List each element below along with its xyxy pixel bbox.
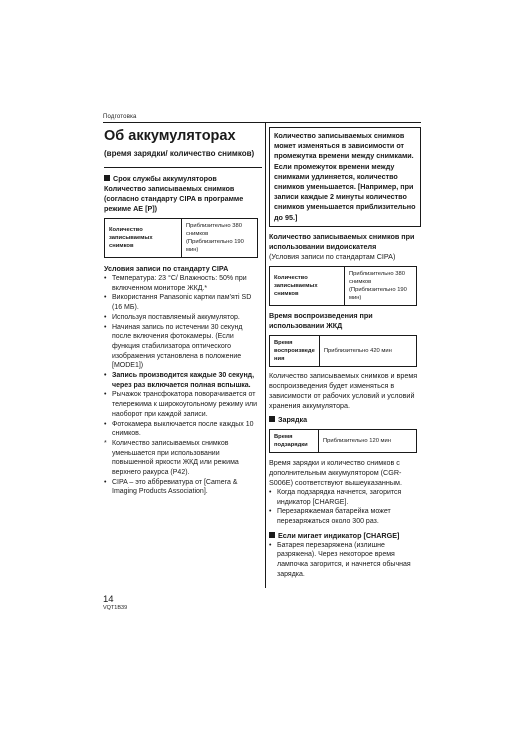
section-label: Подготовка	[103, 114, 137, 120]
square-bullet-icon	[269, 416, 275, 422]
square-bullet-icon	[269, 532, 275, 538]
bullet-mark: •	[104, 323, 107, 331]
list-item-text: CIPA – это аббревиатура от [Camera & Imaging Products Association].	[112, 478, 238, 496]
square-bullet-icon	[104, 175, 110, 181]
video-table-value: Приблизительно 380 снимков (Приблизительно 190 мин)	[345, 266, 417, 305]
list-item	[104, 313, 262, 323]
list-item	[104, 439, 262, 478]
list-item-text: Используя поставляемый аккумулятор.	[112, 313, 240, 321]
charging-heading: Зарядка	[269, 415, 421, 425]
right-column	[269, 127, 421, 579]
list-item	[104, 478, 262, 497]
bullet-mark: •	[269, 541, 272, 549]
bullet-mark: •	[104, 478, 107, 486]
video-heading: Количество записываемых снимков при использовании видоискателя	[269, 231, 415, 251]
video-conditions: (Условия записи по стандартам CIPA)	[269, 251, 396, 261]
storage-note: Количество записываемых снимков и время воспроизведения будет изменяться в зависимости от рабочих условий и условий хранения аккумулятора.	[269, 370, 418, 410]
list-item	[104, 371, 262, 390]
list-item	[104, 390, 262, 419]
list-item-text: Когда подзарядка начнется, загорится индикатор [CHARGE].	[277, 488, 402, 506]
bullet-mark: *	[104, 439, 107, 447]
header-rule	[103, 122, 421, 123]
blink-bullet-list	[269, 541, 421, 580]
list-item-text: Батарея перезаряжена (излишне разряжена). Через некоторое время лампочка загорится, и начнется обычная зарядка.	[277, 541, 411, 578]
charging-bullet-list	[269, 488, 421, 527]
bullet-mark: •	[104, 294, 107, 302]
blink-heading: Если мигает индикатор [CHARGE]	[269, 531, 421, 541]
bullet-mark: •	[269, 508, 272, 516]
list-item	[269, 541, 421, 580]
left-column	[104, 127, 262, 497]
video-table-label: Количество записываемых снимков	[270, 266, 345, 305]
charging-table-label: Время подзарядки	[270, 429, 319, 452]
list-item	[104, 274, 262, 293]
video-table	[269, 266, 417, 306]
list-item	[269, 488, 421, 507]
title-rule	[104, 167, 262, 168]
list-item-text: Температура: 23 °C/ Влажность: 50% при включенном мониторе ЖКД.*	[112, 275, 247, 292]
shots-table-value: Приблизительно 380 снимков (Приблизительно 190 мин)	[182, 219, 258, 258]
bullet-mark: •	[104, 420, 107, 428]
shots-table-label: Количество записываемых снимков	[105, 219, 182, 258]
note-box: Количество записываемых снимков может изменяться в зависимости от промежутка времени между снимками. Если промежуток времени между снимками удлиняется, количество снимков уменьшается. [Например, при записи каждые 2 минуты количество снимков уменьшается приблизительно до 95.]	[269, 127, 421, 227]
list-item-text: Фотокамера выключается после каждых 10 снимков.	[112, 420, 254, 438]
list-item-text: Начиная запись по истечении 30 секунд после включения фотокамеры. (Если функция стабилизатора оптического изображения установлена в положение [MODE1])	[112, 323, 243, 370]
lcd-table-value: Приблизительно 420 мин	[319, 335, 416, 366]
list-item-text: Використання Panasonic картки пам’яті SD (16 МБ).	[112, 294, 252, 312]
shots-table	[104, 218, 258, 258]
spare-battery-note: Время зарядки и количество снимков с дополнительным аккумулятором (CGR-S006E) соответствуют вышеуказанным.	[269, 457, 402, 487]
list-item	[269, 507, 421, 526]
cipa-heading: Условия записи по стандарту CIPA	[104, 264, 229, 273]
column-divider	[265, 122, 266, 588]
list-item	[104, 420, 262, 439]
list-item-text: Запись производится каждые 30 секунд, через раз включается полная вспышка.	[112, 372, 255, 389]
list-item-text: Количество записываемых снимков уменьшается при использовании повышенной яркости ЖКД или режима верхнего ракурса (P42).	[112, 439, 239, 477]
bullet-mark: •	[104, 372, 107, 380]
battery-life-heading: Срок службы аккумуляторов	[104, 174, 262, 184]
bullet-mark: •	[104, 391, 107, 399]
lcd-table-label: Время воспроизведе ния	[270, 335, 320, 366]
bullet-mark: •	[104, 275, 107, 282]
bullet-mark: •	[269, 488, 272, 496]
list-item-text: Перезаряжаемая батарейка может перезаряжаться около 300 раз.	[277, 508, 391, 525]
document-code: VQT1B39	[103, 605, 128, 611]
cipa-bullet-list	[104, 274, 262, 497]
lcd-table	[269, 335, 417, 367]
list-item-text: Рычажок трансфокатора поворачивается от телережима к широкоугольному режиму или наоборот при каждой записи.	[112, 391, 257, 418]
charging-table	[269, 429, 417, 453]
page-subtitle: (время зарядки/ количество снимков)	[104, 149, 255, 158]
page-number: 14	[103, 594, 114, 605]
list-item	[104, 293, 262, 312]
bullet-mark: •	[104, 313, 107, 321]
charging-table-value: Приблизительно 120 мин	[319, 429, 417, 452]
shots-heading: Количество записываемых снимков (согласно стандарту CIPA в программе режиме AE [P])	[104, 184, 244, 213]
lcd-heading: Время воспроизведения при использовании ЖКД	[269, 310, 373, 330]
list-item	[104, 323, 262, 372]
page-title: Об аккумуляторах	[104, 128, 236, 144]
